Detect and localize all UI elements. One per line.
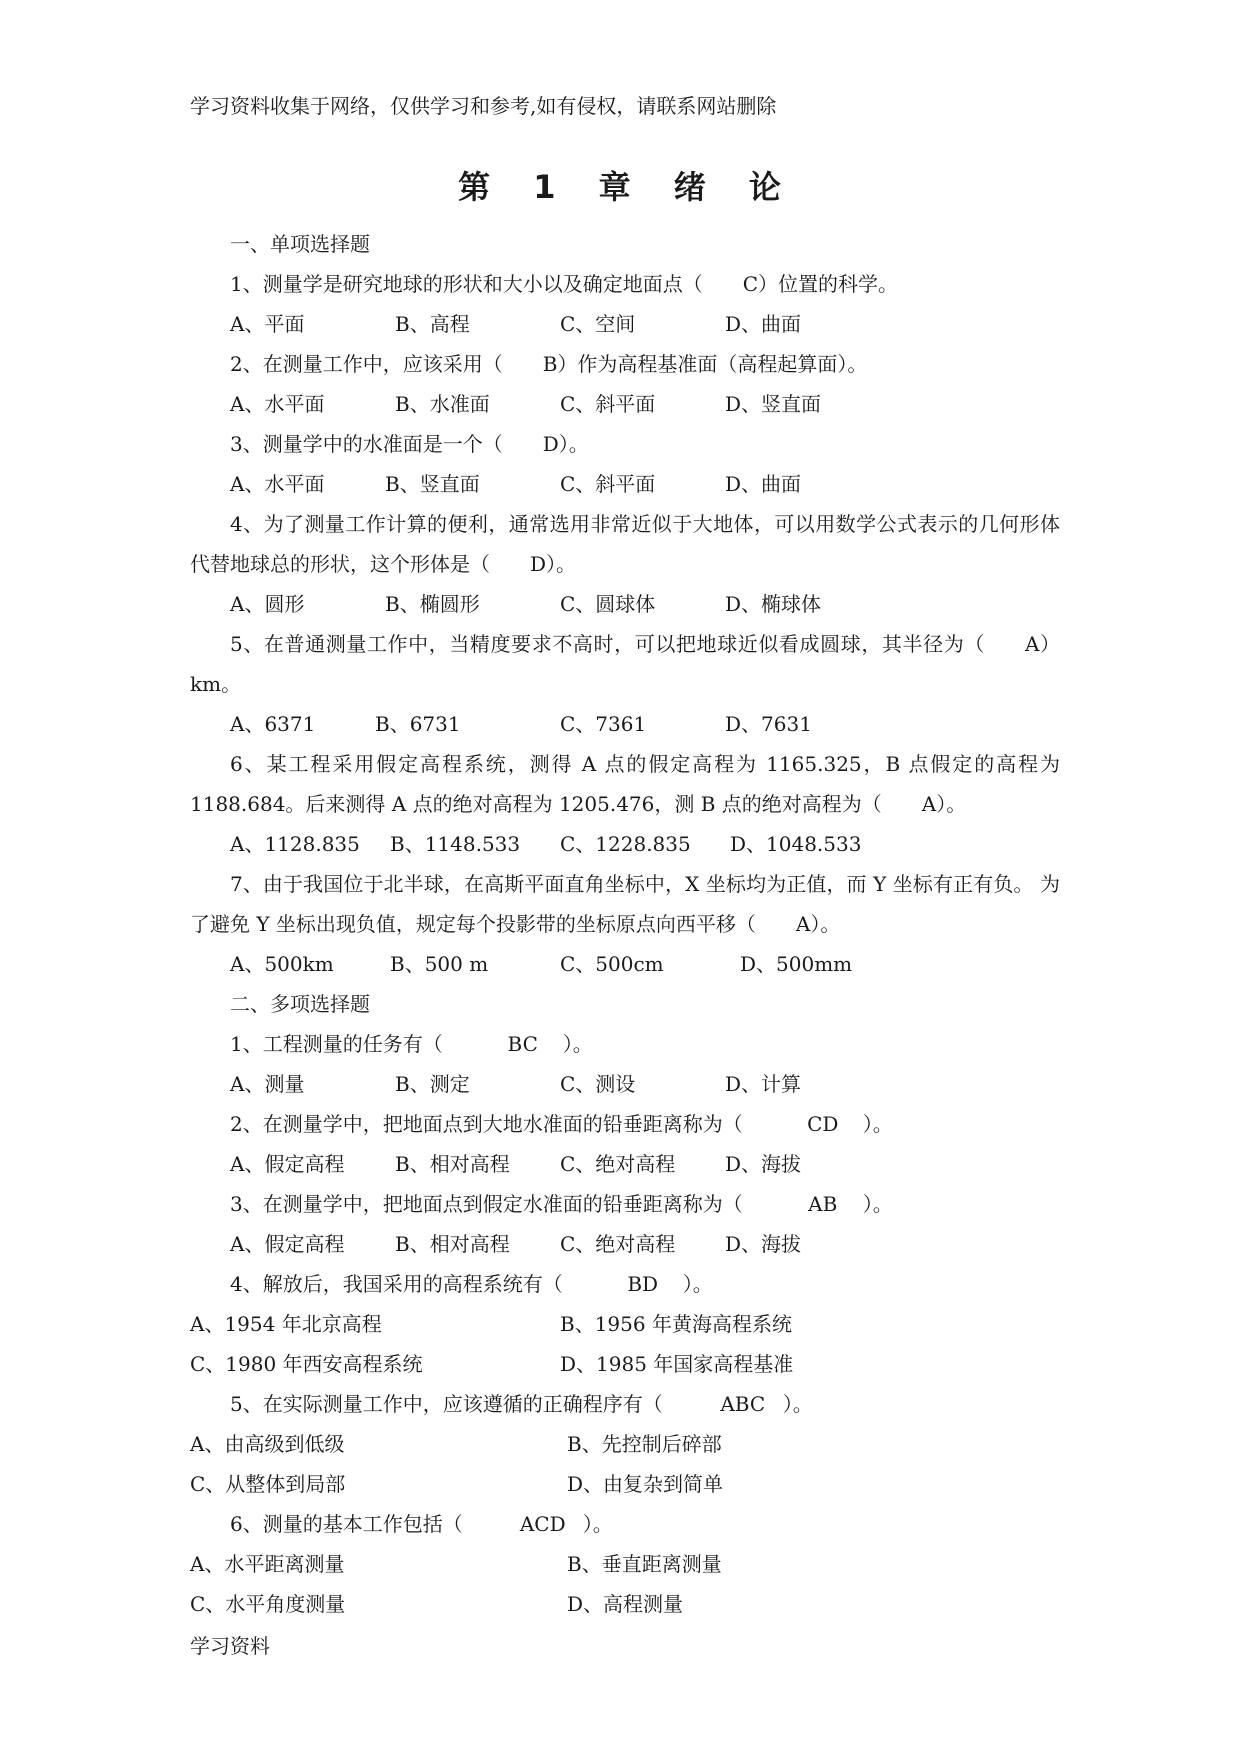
option: A、测量 (230, 1072, 305, 1096)
option: D、计算 (725, 1072, 802, 1096)
question: 6、某工程采用假定高程系统，测得 A 点的假定高程为 1165.325，B 点假定的高程为 1188.684。后来测得 A 点的绝对高程为 1205.476，测 B 点的绝对高程为（ A）。 (190, 744, 1060, 824)
option: A、水平距离测量 (190, 1552, 345, 1576)
option: B、相对高程 (395, 1232, 510, 1256)
question: 6、测量的基本工作包括（ ACD ）。 (190, 1504, 1060, 1544)
question: 4、解放后，我国采用的高程系统有（ BD ）。 (190, 1264, 1060, 1304)
option: A、水平面 (230, 392, 325, 416)
option: B、测定 (395, 1072, 470, 1096)
options-row (190, 944, 1060, 984)
options-row (190, 1144, 1060, 1184)
question: 7、由于我国位于北半球，在高斯平面直角坐标中，X 坐标均为正值，而 Y 坐标有正有负。 为了避免 Y 坐标出现负值，规定每个投影带的坐标原点向西平移（ A）。 (190, 864, 1060, 944)
options-row (190, 1464, 1060, 1504)
option: C、1228.835 (560, 832, 691, 856)
answer: AB (808, 1192, 838, 1216)
option: A、圆形 (230, 592, 305, 616)
option: D、500mm (740, 952, 853, 976)
question: 3、在测量学中，把地面点到假定水准面的铅垂距离称为（ AB ）。 (190, 1184, 1060, 1224)
question: 2、在测量工作中，应该采用（ B）作为高程基准面（高程起算面）。 (190, 344, 1060, 384)
option: B、1148.533 (390, 832, 521, 856)
option: B、6731 (375, 712, 461, 736)
question-content (190, 224, 1060, 1624)
section-heading: 二、多项选择题 (230, 992, 370, 1016)
options-row (190, 1344, 1060, 1384)
footer-note: 学习资料 (190, 1634, 270, 1658)
option: A、假定高程 (230, 1152, 345, 1176)
option: A、平面 (230, 312, 305, 336)
option: D、高程测量 (567, 1592, 684, 1616)
option: B、垂直距离测量 (567, 1552, 722, 1576)
answer: D (530, 552, 547, 576)
answer: A (795, 912, 811, 936)
option: A、由高级到低级 (190, 1432, 345, 1456)
options-row (190, 1224, 1060, 1264)
options-row (190, 1424, 1060, 1464)
question: 5、在实际测量工作中，应该遵循的正确程序有（ ABC ）。 (190, 1384, 1060, 1424)
option: D、曲面 (725, 472, 802, 496)
options-row (190, 1584, 1060, 1624)
question: 2、在测量学中，把地面点到大地水准面的铅垂距离称为（ CD ）。 (190, 1104, 1060, 1144)
option: C、水平角度测量 (190, 1592, 346, 1616)
option: C、斜平面 (560, 392, 656, 416)
options-row (190, 304, 1060, 344)
answer: ABC (720, 1392, 766, 1416)
option: A、500km (230, 952, 334, 976)
option: D、1985 年国家高程基准 (560, 1352, 794, 1376)
answer: B (542, 352, 558, 376)
option: D、海拔 (725, 1232, 802, 1256)
option: C、绝对高程 (560, 1152, 676, 1176)
answer: CD (807, 1112, 839, 1136)
answer: C (742, 272, 759, 296)
option: D、7631 (725, 712, 812, 736)
option: A、6371 (230, 712, 316, 736)
option: C、绝对高程 (560, 1232, 676, 1256)
option: B、竖直面 (385, 472, 480, 496)
option: D、由复杂到简单 (567, 1472, 724, 1496)
option: D、1048.533 (730, 832, 862, 856)
option: C、1980 年西安高程系统 (190, 1352, 423, 1376)
question: 4、为了测量工作计算的便利，通常选用非常近似于大地体，可以用数学公式表示的几何形体代替地球总的形状，这个形体是（ D）。 (190, 504, 1060, 584)
chapter-title: 第 1 章 绪 论 (458, 168, 783, 206)
section-heading: 一、单项选择题 (230, 232, 370, 256)
answer: BD (627, 1272, 659, 1296)
option: C、空间 (560, 312, 636, 336)
answer: A (1024, 632, 1040, 656)
question: 1、测量学是研究地球的形状和大小以及确定地面点（ C）位置的科学。 (190, 264, 1060, 304)
answer: D (542, 432, 559, 456)
options-row (190, 584, 1060, 624)
options-row (190, 1544, 1060, 1584)
answer: ACD (519, 1512, 566, 1536)
option: B、500 m (390, 952, 489, 976)
option: C、500cm (560, 952, 664, 976)
option: D、椭球体 (725, 592, 822, 616)
option: D、海拔 (725, 1152, 802, 1176)
header-note: 学习资料收集于网络，仅供学习和参考,如有侵权，请联系网站删除 (190, 94, 777, 118)
option: A、假定高程 (230, 1232, 345, 1256)
question: 1、工程测量的任务有（ BC ）。 (190, 1024, 1060, 1064)
options-row (190, 824, 1060, 864)
option: B、相对高程 (395, 1152, 510, 1176)
option: B、水准面 (395, 392, 490, 416)
option: B、1956 年黄海高程系统 (560, 1312, 792, 1336)
option: C、测设 (560, 1072, 636, 1096)
option: A、1954 年北京高程 (190, 1312, 382, 1336)
option: D、曲面 (725, 312, 802, 336)
answer: A (921, 792, 937, 816)
options-row (190, 1064, 1060, 1104)
option: C、斜平面 (560, 472, 656, 496)
options-row (190, 1304, 1060, 1344)
section-multiple-choice (190, 984, 1060, 1624)
option: B、椭圆形 (385, 592, 480, 616)
option: A、1128.835 (230, 832, 360, 856)
section-single-choice (190, 224, 1060, 984)
option: C、圆球体 (560, 592, 656, 616)
question: 5、在普通测量工作中，当精度要求不高时，可以把地球近似看成圆球，其半径为（ A）km。 (190, 624, 1060, 704)
option: A、水平面 (230, 472, 325, 496)
option: B、高程 (395, 312, 470, 336)
options-row (190, 464, 1060, 504)
option: D、竖直面 (725, 392, 822, 416)
question: 3、测量学中的水准面是一个（ D）。 (190, 424, 1060, 464)
options-row (190, 384, 1060, 424)
option: B、先控制后碎部 (567, 1432, 722, 1456)
option: C、7361 (560, 712, 647, 736)
answer: BC (507, 1032, 538, 1056)
option: C、从整体到局部 (190, 1472, 346, 1496)
options-row (190, 704, 1060, 744)
